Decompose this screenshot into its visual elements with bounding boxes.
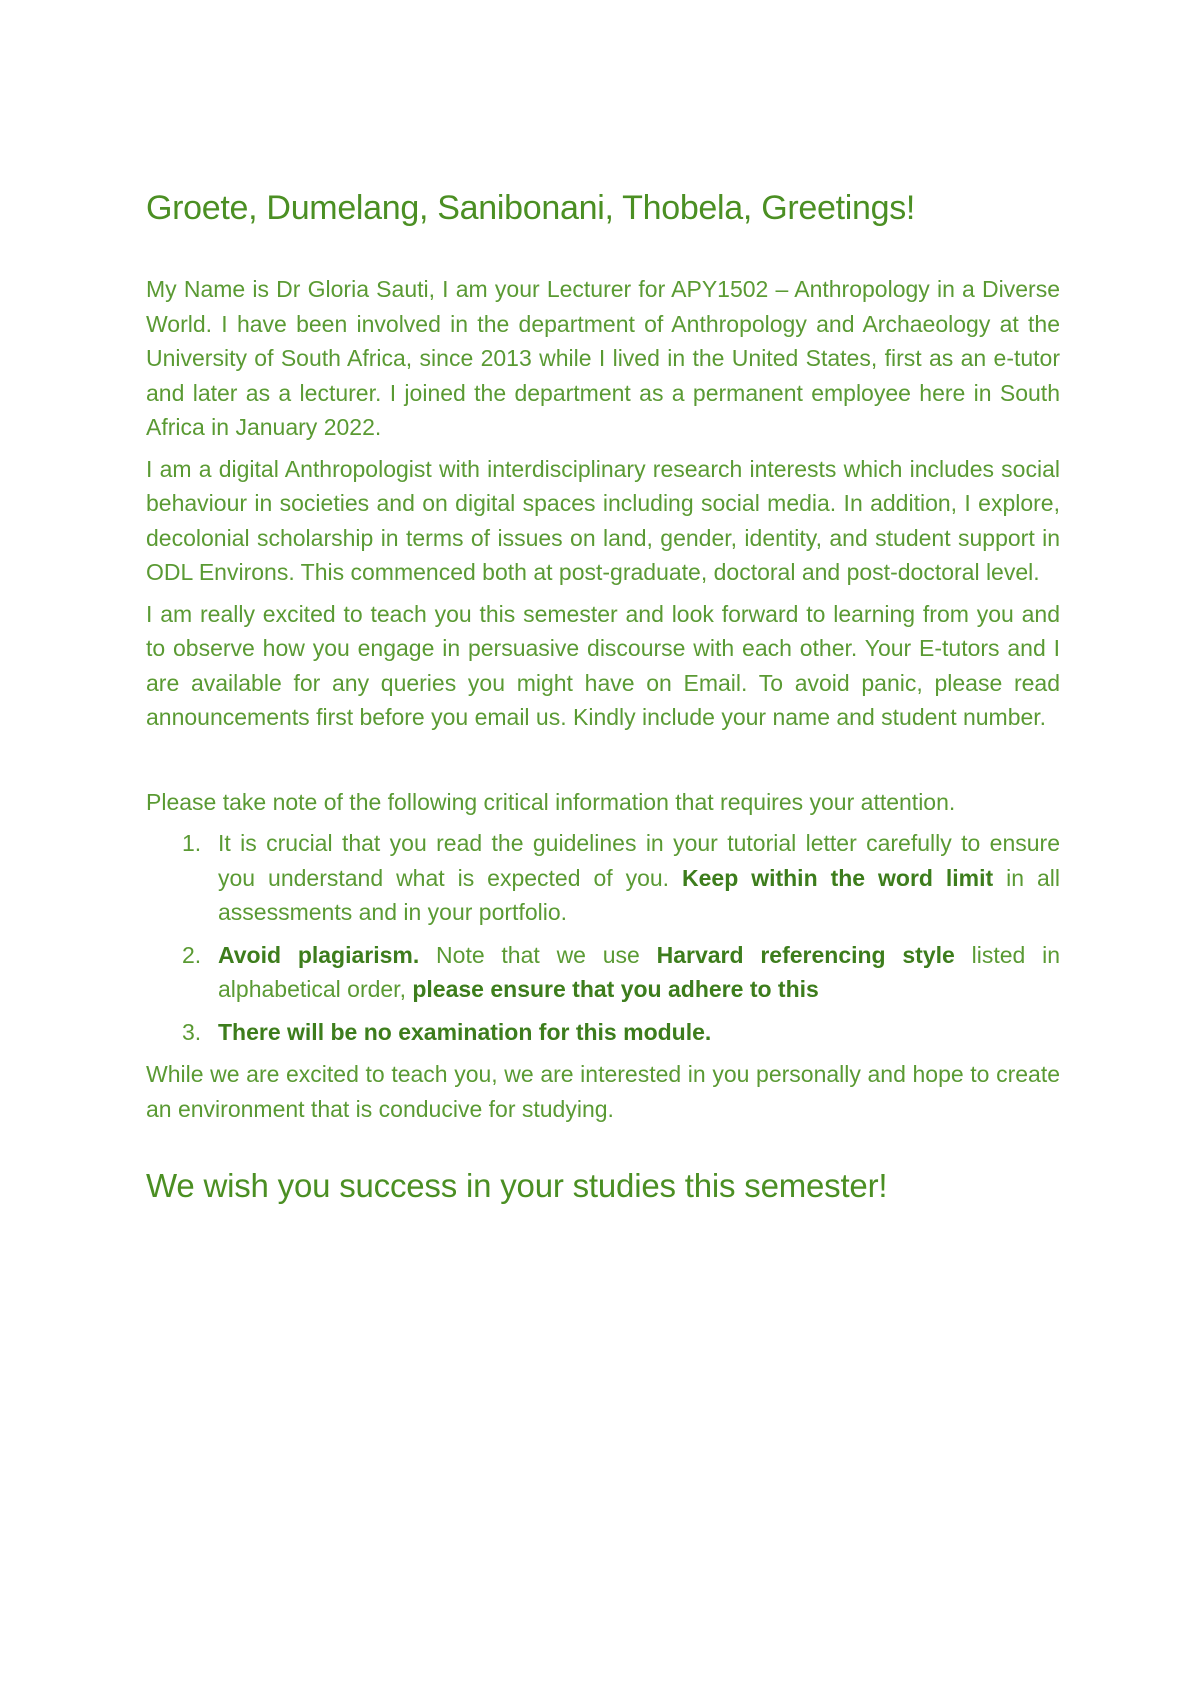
greeting-heading: Groete, Dumelang, Sanibonani, Thobela, Greetings! <box>146 189 916 227</box>
critical-info-note: Please take note of the following critical information that requires your attention. <box>146 788 956 815</box>
closing-paragraph: While we are excited to teach you, we are interested in you personally and hope to create an environment that is conducive for studying. <box>146 1061 1060 1122</box>
list-item-bold-text: Harvard referencing style <box>656 941 955 968</box>
list-item-text: Note that we use <box>419 941 657 968</box>
list-item-text: in all assessments and in your portfolio. <box>218 864 1060 925</box>
research-paragraph: I am a digital Anthropologist with interdisciplinary research interests which includes social behaviour in societies and on digital spaces including social media. In addition, I explore, decolonial scholarship in terms of issues on land, gender, identity, and student support in ODL Environs. This commenced both at post-graduate, doctoral and post-doctoral level. <box>146 455 1060 585</box>
intro-paragraph: My Name is Dr Gloria Sauti, I am your Lecturer for APY1502 – Anthropology in a Diverse World. I have been involved in the department of Anthropology and Archaeology at the University of South Africa, since 2013 while I lived in the United States, first as an e-tutor and later as a lecturer. I joined the department as a permanent employee here in South Africa in January 2022. <box>146 276 1060 440</box>
list-item-text: It is crucial that you read the guidelines in your tutorial letter carefully to ensure you understand what is expected of you. <box>218 830 1060 891</box>
list-item <box>146 826 1060 930</box>
list-item-number: 2. <box>182 941 202 968</box>
list-item-bold-text: please ensure that you adhere to this <box>412 976 819 1002</box>
list-item-bold-text: Keep within the word limit <box>682 864 994 891</box>
welcome-letter <box>146 186 1060 1208</box>
list-item <box>146 1015 1060 1050</box>
list-item-text: listed in alphabetical order, <box>218 941 1060 1002</box>
list-item-bold-text: There will be no examination for this module. <box>218 1018 712 1045</box>
list-item <box>146 938 1060 1007</box>
success-wish: We wish you success in your studies this semester! <box>146 1167 888 1204</box>
list-item-bold-text: Avoid plagiarism. <box>218 941 420 968</box>
excited-paragraph: I am really excited to teach you this semester and look forward to learning from you and to observe how you engage in persuasive discourse with each other. Your E-tutors and I are available for any queries you might have on Email. To avoid panic, please read announcements first before you email us. Kindly include your name and student number. <box>146 600 1060 730</box>
list-item-number: 1. <box>182 830 202 856</box>
list-item-number: 3. <box>182 1018 202 1045</box>
critical-info-list <box>146 826 1060 1049</box>
